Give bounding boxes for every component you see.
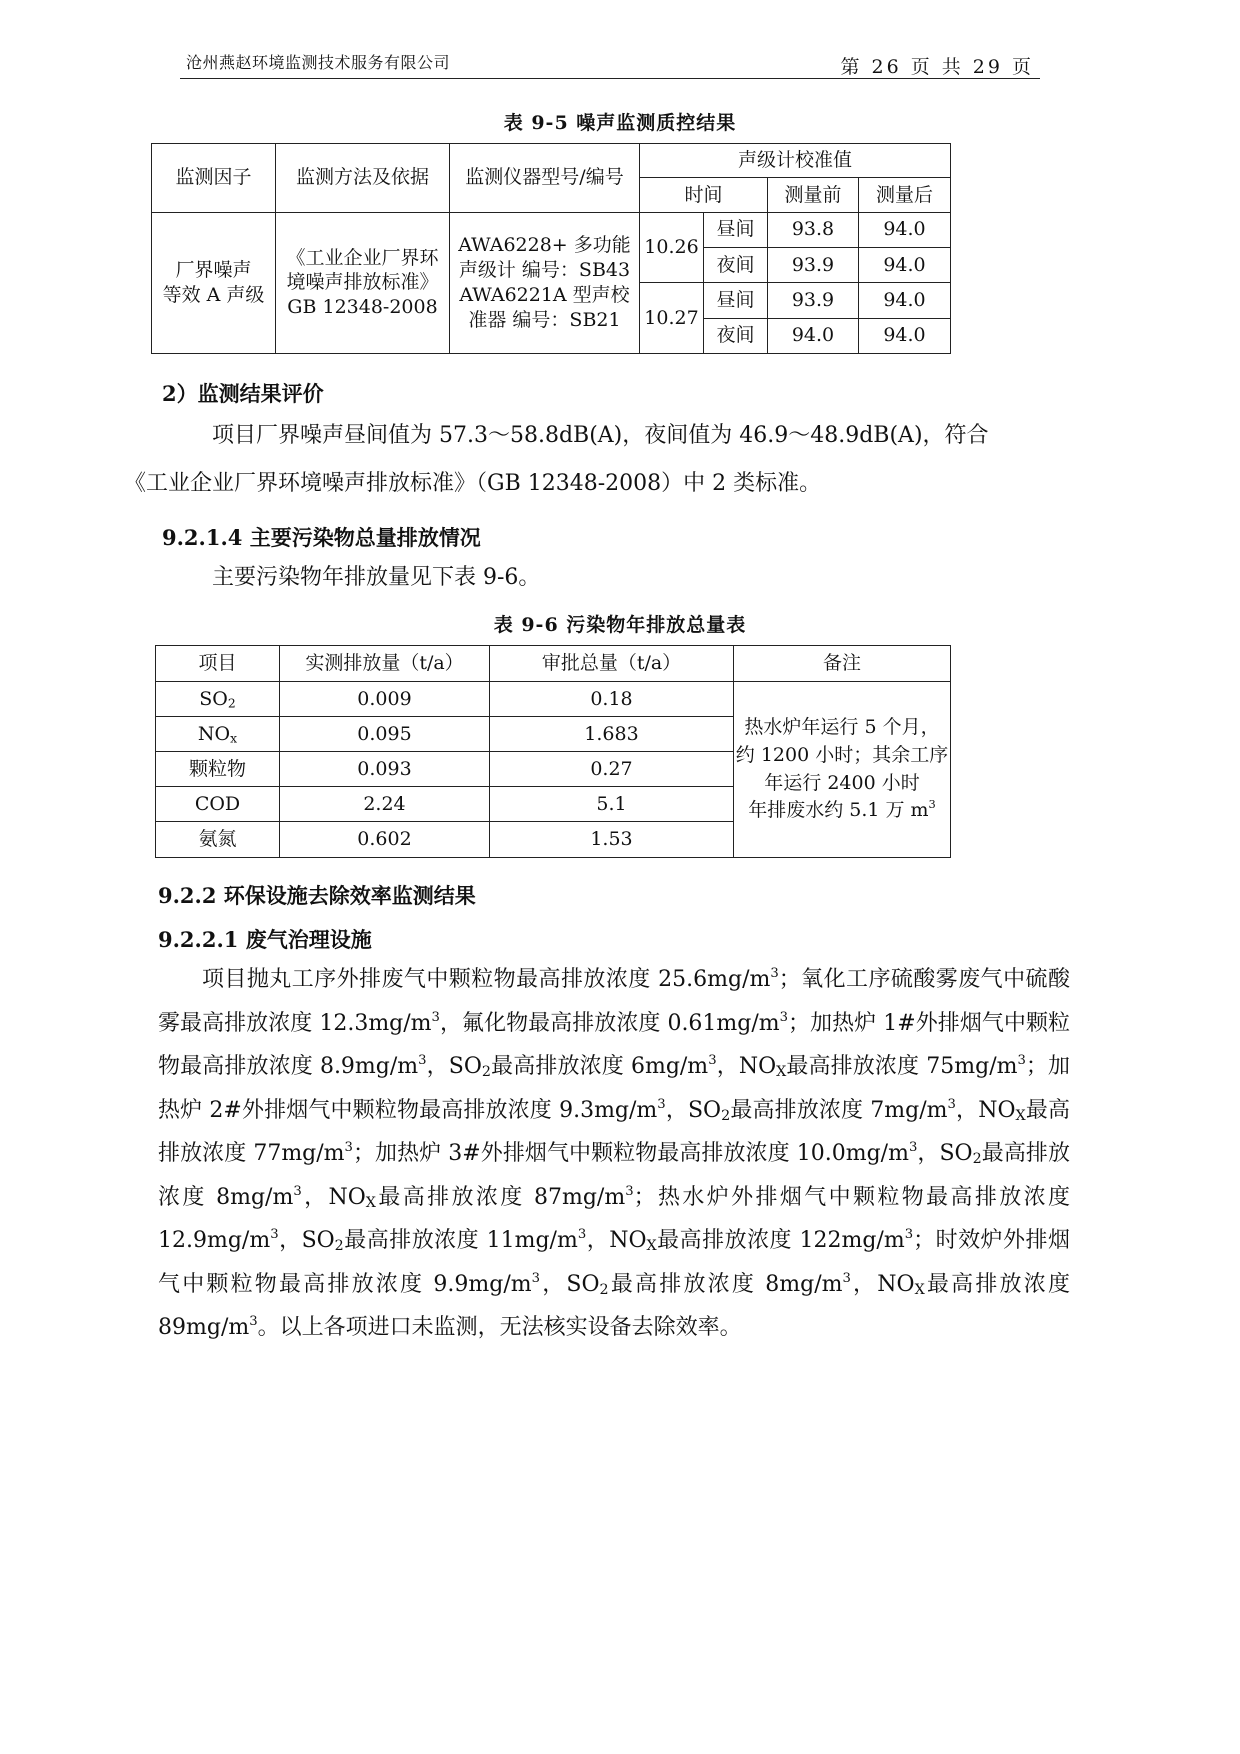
remark-superscript: 3	[928, 797, 936, 812]
noise-qc-table	[151, 143, 951, 354]
company-name: 沧州燕赵环境监测技术服务有限公司	[186, 53, 451, 72]
header-factor: 监测因子	[152, 144, 276, 213]
section-9221-heading: 9.2.2.1 废气治理设施	[158, 927, 372, 952]
eval-line-1: 项目厂界噪声昼间值为 57.3～58.8dB(A)，夜间值为 46.9～48.9dB(A)，符合	[212, 423, 989, 448]
sub: X	[1015, 1107, 1026, 1124]
before-cell: 94.0	[768, 318, 859, 353]
text-run: 。以上各项进口未监测，无法核实设备去除效率。	[257, 1315, 742, 1340]
item-name: NO	[197, 722, 231, 745]
factor-cell	[152, 212, 276, 353]
text-run: 最高排放浓度 89mg/m	[158, 1271, 1070, 1340]
instrument-line: 准器 编号：SB21	[468, 308, 621, 331]
sup: 3	[904, 1226, 914, 1242]
measured-cell: 0.009	[280, 682, 490, 717]
page-number: 第 26 页 共 29 页	[840, 56, 1034, 78]
text-run: 最高排放浓度 77mg/m	[158, 1097, 1070, 1166]
item-name: SO	[199, 687, 228, 710]
period-cell: 昼间	[704, 283, 768, 318]
text-run: 最高排放浓度 7mg/m	[730, 1097, 948, 1123]
text-run: ；加热炉 1#外排烟气中颗粒物最高排放浓度 8.9mg/m	[158, 1010, 1070, 1079]
header-before: 测量前	[768, 178, 859, 212]
period-cell: 夜间	[704, 318, 768, 353]
text-run: ，	[540, 1271, 567, 1297]
measured-cell: 0.093	[280, 752, 490, 787]
instrument-line: AWA6228+ 多功能	[458, 234, 631, 257]
item-subscript: x	[230, 731, 238, 746]
measured-cell: 0.602	[280, 822, 490, 858]
sub: 2	[972, 1150, 982, 1167]
text-run: ，氟化物最高排放浓度 0.61mg/m	[439, 1010, 780, 1036]
sub: X	[646, 1237, 657, 1254]
eval-paragraph	[124, 412, 1068, 508]
header-method: 监测方法及依据	[276, 144, 450, 213]
approved-cell: 5.1	[490, 787, 734, 822]
remark-cell	[734, 682, 951, 858]
remark-line: 热水炉年运行 5 个月，	[744, 716, 940, 739]
so2: SO	[566, 1271, 600, 1297]
item-cell	[156, 822, 280, 858]
instrument-line: 声级计 编号：SB43	[458, 259, 631, 282]
text-run: ，	[955, 1097, 979, 1123]
sup: 3	[908, 1139, 918, 1155]
header-measured: 实测排放量（t/a）	[280, 646, 490, 682]
waste-gas-paragraph	[158, 958, 1070, 1350]
header-instrument: 监测仪器型号/编号	[450, 144, 640, 213]
nox: NO	[609, 1228, 647, 1253]
header-remark: 备注	[734, 646, 951, 682]
text-run: 最高排放浓度 8mg/m	[158, 1141, 1070, 1210]
sup: 3	[842, 1270, 851, 1286]
sup: 3	[531, 1270, 541, 1286]
sub: X	[776, 1063, 787, 1080]
approved-cell: 0.18	[490, 682, 734, 717]
eval-line-2: 《工业企业厂界环境噪声排放标准》（GB 12348-2008）中 2 类标准。	[124, 471, 822, 496]
remark-text: 年排废水约 5.1 万 m	[748, 799, 929, 822]
text-run: 最高排放浓度 75mg/m	[786, 1054, 1018, 1079]
item-subscript: 2	[227, 696, 236, 711]
sup: 3	[625, 1183, 634, 1199]
text-run: ，	[716, 1054, 739, 1079]
measured-cell: 2.24	[280, 787, 490, 822]
text-run: ；时效炉外排烟气中颗粒物最高排放浓度 9.9mg/m	[158, 1228, 1070, 1297]
period-cell: 夜间	[704, 247, 768, 282]
item-cell	[156, 752, 280, 787]
sub: X	[365, 1194, 376, 1211]
sup: 3	[249, 1313, 258, 1329]
sub: 2	[481, 1063, 492, 1080]
nox: NO	[978, 1097, 1016, 1123]
text-run: ，	[850, 1271, 878, 1297]
item-cell	[156, 682, 280, 717]
before-cell: 93.8	[768, 212, 859, 247]
approved-cell: 1.683	[490, 717, 734, 752]
item-name: 颗粒物	[188, 757, 246, 780]
text-run: 项目抛丸工序外排废气中颗粒物最高排放浓度 25.6mg/m	[202, 967, 771, 992]
before-cell: 93.9	[768, 247, 859, 282]
measured-cell: 0.095	[280, 717, 490, 752]
nox: NO	[328, 1184, 366, 1210]
method-line: 境噪声排放标准》	[286, 271, 439, 294]
text-run: 最高排放浓度 122mg/m	[656, 1228, 905, 1253]
text-run: 最高排放浓度 8mg/m	[608, 1271, 843, 1297]
sub: X	[914, 1281, 925, 1298]
item-name: 氨氮	[198, 828, 237, 851]
after-cell: 94.0	[859, 318, 951, 353]
total-heading: 9.2.1.4 主要污染物总量排放情况	[162, 525, 481, 550]
instrument-cell	[450, 212, 640, 353]
before-cell: 93.9	[768, 283, 859, 318]
sup: 3	[779, 1009, 789, 1025]
header-item: 项目	[156, 646, 280, 682]
total-intro: 主要污染物年排放量见下表 9-6。	[212, 565, 541, 590]
text-run: ；热水炉外排烟气中颗粒物最高排放浓度 12.9mg/m	[158, 1184, 1070, 1253]
remark-line: 约 1200 小时；其余工序	[735, 743, 949, 766]
nox: NO	[877, 1271, 915, 1297]
text-run: ，	[426, 1054, 449, 1079]
sup: 3	[293, 1183, 302, 1199]
sup: 3	[344, 1139, 353, 1155]
text-run: ，	[917, 1141, 940, 1166]
method-line: 《工业企业厂界环	[286, 246, 439, 269]
approved-cell: 1.53	[490, 822, 734, 858]
so2: SO	[448, 1054, 482, 1079]
text-run: ；氧化工序硫酸雾废气中硫酸雾最高排放浓度 12.3mg/m	[158, 967, 1070, 1036]
after-cell: 94.0	[859, 247, 951, 282]
header-time: 时间	[640, 178, 768, 212]
item-name: COD	[194, 792, 241, 815]
sup: 3	[431, 1009, 440, 1025]
sub: 2	[334, 1237, 344, 1254]
text-run: ；加热炉 2#外排烟气中颗粒物最高排放浓度 9.3mg/m	[158, 1054, 1070, 1123]
so2: SO	[301, 1228, 335, 1253]
text-run: ，	[301, 1184, 329, 1210]
sup: 3	[418, 1052, 427, 1068]
period-cell: 昼间	[704, 212, 768, 247]
text-run: 最高排放浓度 6mg/m	[491, 1054, 709, 1079]
item-cell	[156, 787, 280, 822]
page-header	[180, 46, 1040, 79]
sup: 3	[770, 965, 779, 981]
remark-line: 年运行 2400 小时	[764, 771, 920, 794]
so2: SO	[687, 1097, 722, 1123]
text-run: 最高排放浓度 11mg/m	[343, 1228, 578, 1253]
date-cell: 10.26	[640, 212, 704, 283]
sub: 2	[599, 1281, 609, 1298]
method-cell	[276, 212, 450, 353]
nox: NO	[738, 1054, 777, 1079]
sup: 3	[577, 1226, 587, 1242]
eval-heading: 2）监测结果评价	[162, 381, 324, 406]
text-run: ，	[586, 1228, 610, 1253]
remark-line	[734, 797, 950, 825]
table-9-6-caption: 表 9-6 污染物年排放总量表	[493, 614, 747, 636]
text-run: ，	[665, 1097, 688, 1123]
so2: SO	[939, 1141, 973, 1166]
method-line: GB 12348-2008	[287, 296, 438, 319]
header-after: 测量后	[859, 178, 951, 212]
header-calibration: 声级计校准值	[640, 144, 951, 178]
sup: 3	[270, 1226, 279, 1242]
sup: 3	[657, 1096, 666, 1112]
after-cell: 94.0	[859, 212, 951, 247]
table-9-5-caption: 表 9-5 噪声监测质控结果	[503, 112, 737, 134]
approved-cell: 0.27	[490, 752, 734, 787]
date-cell: 10.27	[640, 283, 704, 354]
sup: 3	[947, 1096, 956, 1112]
factor-line: 等效 A 声级	[162, 283, 265, 306]
item-cell	[156, 717, 280, 752]
instrument-line: AWA6221A 型声校	[459, 283, 630, 306]
header-approved: 审批总量（t/a）	[490, 646, 734, 682]
factor-line: 厂界噪声	[175, 259, 252, 282]
sup: 3	[1017, 1052, 1026, 1068]
text-run: 最高排放浓度 87mg/m	[375, 1184, 626, 1210]
sup: 3	[708, 1052, 717, 1068]
sub: 2	[721, 1107, 731, 1124]
section-922-heading: 9.2.2 环保设施去除效率监测结果	[158, 883, 476, 908]
pollutant-total-table	[155, 645, 951, 858]
text-run: ；加热炉 3#外排烟气中颗粒物最高排放浓度 10.0mg/m	[352, 1141, 909, 1166]
text-run: ，	[278, 1228, 302, 1253]
after-cell: 94.0	[859, 283, 951, 318]
